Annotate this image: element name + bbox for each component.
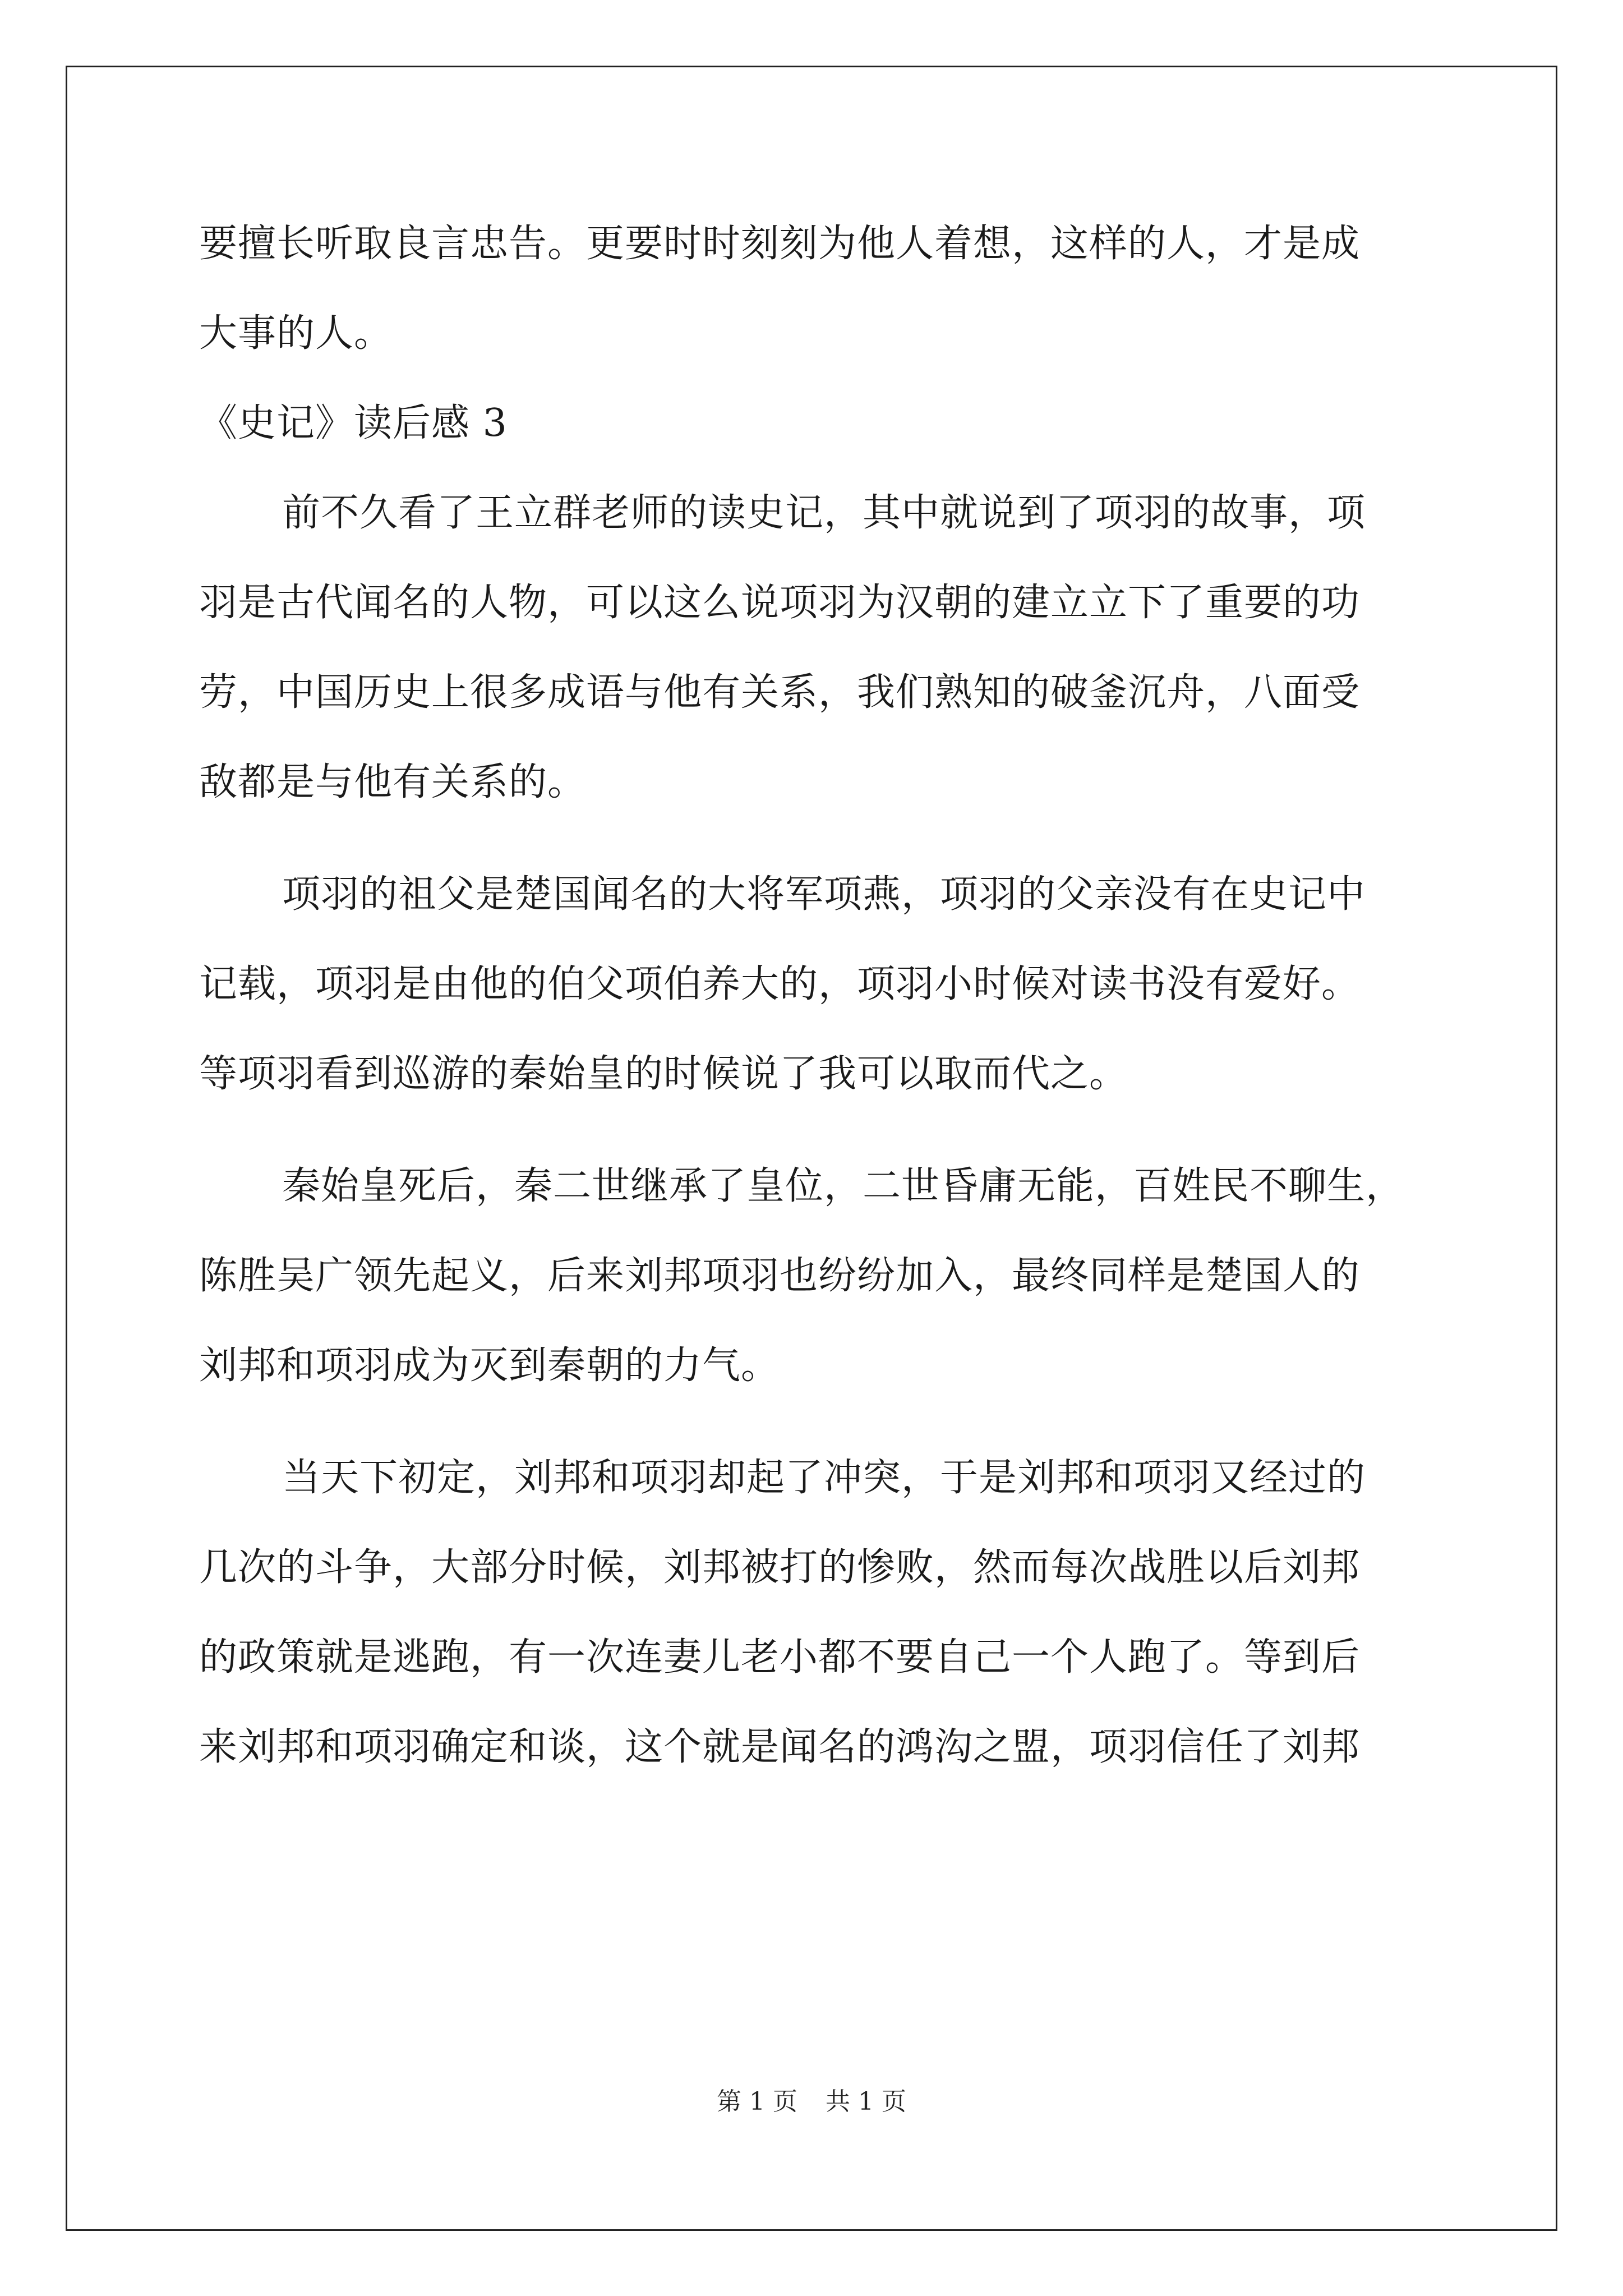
text-line: 秦始皇死后，秦二世继承了皇位，二世昏庸无能，百姓民不聊生， [282,1164,1405,1208]
text-line: 几次的斗争，大部分时候，刘邦被打的惨败，然而每次战胜以后刘邦 [199,1545,1361,1590]
text-line: 大事的人。 [199,311,393,356]
text-line: 要擅长听取良言忠告。更要时时刻刻为他人着想，这样的人，才是成 [199,222,1361,266]
text-line: 羽是古代闻名的人物，可以这么说项羽为汉朝的建立立下了重要的功 [199,581,1361,625]
text-line: 的政策就是逃跑，有一次连妻儿老小都不要自己一个人跑了。等到后 [199,1635,1361,1680]
text-line: 来刘邦和项羽确定和谈，这个就是闻名的鸿沟之盟，项羽信任了刘邦 [199,1725,1361,1769]
text-line: 项羽的祖父是楚国闻名的大将军项燕，项羽的父亲没有在史记中 [282,872,1366,917]
text-line: 陈胜吴广领先起义，后来刘邦项羽也纷纷加入，最终同样是楚国人的 [199,1254,1361,1298]
page-total: 共 1 页 [826,2087,906,2116]
paragraph [199,1433,1433,1792]
text-line: 记载，项羽是由他的伯父项伯养大的，项羽小时候对读书没有爱好。 [199,962,1361,1006]
paragraph [199,468,1433,827]
document-body [199,199,1433,1792]
text-line: 等项羽看到巡游的秦始皇的时候说了我可以取而代之。 [199,1052,1128,1096]
text-line: 刘邦和项羽成为灭到秦朝的力气。 [199,1343,780,1388]
page-footer [0,2081,1623,2117]
paragraph [199,1142,1433,1411]
text-line: 敌都是与他有关系的。 [199,760,587,804]
paragraph [199,850,1433,1119]
text-line: 劳，中国历史上很多成语与他有关系，我们熟知的破釜沉舟，八面受 [199,670,1361,715]
page-number: 第 1 页 [717,2087,797,2116]
section-heading: 《史记》读后感 3 [199,401,508,445]
text-line: 当天下初定，刘邦和项羽却起了冲突，于是刘邦和项羽又经过的 [282,1456,1366,1500]
text-line: 前不久看了王立群老师的读史记，其中就说到了项羽的故事，项 [282,491,1366,535]
